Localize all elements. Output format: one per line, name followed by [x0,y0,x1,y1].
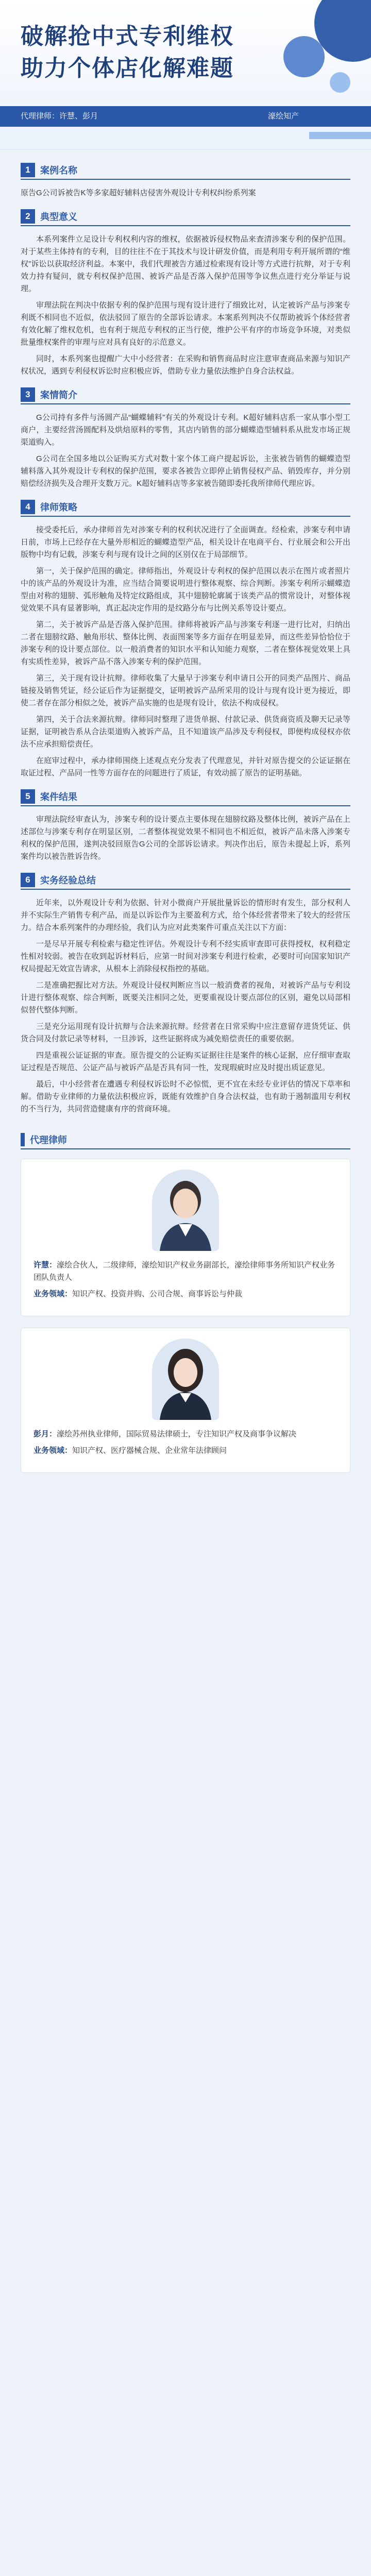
section-heading [21,386,350,404]
person-icon [152,1338,219,1420]
paragraph: 审理法院经审查认为，涉案专利的设计要点主要体现在翅膀纹路及整体比例，被诉产品在上述部位与涉案专利存在明显区别，二者整体视觉效果不相同也不相近似，被诉产品未落入涉案专利权的保护范围，遂判决驳回原告G公司的全部诉讼请求。判决作出后，原告未提起上诉，系列案件均以被告胜诉告终。 [21,815,350,861]
section-number: 4 [21,500,35,514]
lawyer-card [21,1328,350,1473]
paragraph: 第四，关于合法来源抗辩。律师同时整理了进货单据、付款记录、供货商资质及聊天记录等证据，证明被告系从合法渠道购入被诉产品，且不知道该产品涉及专利侵权，即便构成侵权亦依法不应承担赔偿责任。 [21,715,350,749]
lawyers-title: 代理律师 [30,1135,67,1145]
paragraph: 审理法院在判决中依据专利的保护范围与现有设计进行了细致比对，认定被诉产品与涉案专利既不相同也不近似，依法驳回了原告的全部诉讼请求。本案系列判决不仅帮助被诉个体经营者有效化解了维权危机，也有利于规范专利权的正当行使，维护公平有序的市场竞争环境，对类似批量维权案件的审理与应对具有良好的示范意义。 [21,301,350,347]
section-number: 1 [21,163,35,177]
section-strategy [21,498,350,779]
decor-circle-medium [283,36,325,77]
paragraph: 第二，关于被诉产品是否落入保护范围。律师将被诉产品与涉案专利逐一进行比对，归纳出二者在翅膀纹路、触角形状、整体比例、表面图案等多方面存在明显差异，而这些差异恰恰位于涉案专利的设计要点部位。以一般消费者的知识水平和认知能力观察，二者在整体视觉效果上具有实质性差异，被诉产品不落入涉案专利的保护范围。 [21,620,350,666]
practice-label: 业务领域： [33,1446,73,1455]
paragraph: 接受委托后，承办律师首先对涉案专利的权利状况进行了全面调查。经检索，涉案专利申请日前，市场上已经存在大量外形相近的蝴蝶造型产品，相关设计在电商平台、行业展会和公开出版物中均有记载，涉案专利与现有设计之间的区别仅在于局部细节。 [21,526,350,559]
lawyer-name: 许慧： [33,1261,57,1269]
paragraph: 三是充分运用现有设计抗辩与合法来源抗辩。经营者在日常采购中应注意留存进货凭证、供货合同及付款记录等材料，一旦涉诉，这些证据将成为减免赔偿责任的重要依据。 [21,1022,350,1043]
lawyer-bio: 濠绘合伙人，二级律师，濠绘知识产权业务副部长，濠绘律师事务所知识产权业务团队负责人 [33,1261,335,1282]
author-org: 濠绘知产 [267,112,299,121]
section-number: 3 [21,387,35,402]
lawyers-heading [21,1131,350,1149]
section-heading [21,788,350,806]
decor-circle-small [330,72,350,93]
lawyers-section [21,1131,350,1473]
article-body [0,150,371,1473]
section-title: 律师策略 [40,502,77,513]
lawyer-intro [33,1259,338,1284]
paragraph: 原告G公司诉被告K等多家超好辅料店侵害外观设计专利权纠纷系列案 [21,189,256,197]
section-number: 6 [21,873,35,887]
lawyer-name: 彭月： [33,1430,57,1438]
paragraph: G公司在全国多地以公证购买方式对数十家个体工商户提起诉讼，主张被告销售的蝴蝶造型辅料落入其外观设计专利权的保护范围，要求各被告立即停止销售侵权产品、销毁库存，并分别赔偿经济损失及合理开支数万元。K超好辅料店等多家被告随即委托我所律师代理应诉。 [21,454,350,488]
author-names: 代理律师：许慧、彭月 [21,112,98,121]
section-heading [21,208,350,226]
practice-areas: 知识产权、医疗器械合规、企业常年法律顾问 [72,1446,227,1455]
decor-bar [309,132,371,139]
lawyer-practice [33,1445,338,1457]
section-result [21,788,350,863]
practice-areas: 知识产权、投资并购、公司合规、商事诉讼与仲裁 [72,1290,243,1298]
person-icon [152,1170,219,1251]
practice-label: 业务领域： [33,1290,73,1298]
paragraph: 本系列案件立足设计专利权利内容的维权，依据被诉侵权物品来查清涉案专利的保护范围。对于某些主体持有的专利，目的往往不在于其技术与设计研发价值，而是利用专利开展所谓的“维权”诉讼以获取经济利益。本案中，我们代理被告方通过检索现有设计等方式进行抗辩，对于专利效力持有疑问，就专利权保护范围、被诉产品是否落入保护范围等争议焦点进行充分举证与说理。 [21,235,350,293]
article-title [21,21,234,84]
section-title: 案情简介 [40,390,77,400]
paragraph: G公司持有多件与汤圆产品“蝴蝶辅料”有关的外观设计专利。K超好辅料店系一家从事小型工商户，主要经营汤圆配料及烘焙原料的零售，其店内销售的部分蝴蝶造型辅料系从批发市场正规渠道购入。 [21,413,350,447]
lawyer-photo [152,1170,219,1251]
title-line-1: 破解抢中式专利维权 [21,23,234,49]
section-title: 典型意义 [40,212,77,222]
paragraph: 二是准确把握比对方法。外观设计侵权判断应当以一般消费者的视角，对被诉产品与专利设计进行整体观察、综合判断，既要关注相同之处，更要重视设计要点部位的区别，避免以局部相似替代整体判断。 [21,981,350,1014]
paragraph: 第三，关于现有设计抗辩。律师收集了大量早于涉案专利申请日公开的同类产品图片、商品链接及销售凭证，经公证后作为证据提交，证明被诉产品所采用的设计与现有设计更为接近，即使二者存在部分相似之处，被诉产品实施的也是现有设计，依法不构成侵权。 [21,674,350,707]
paragraph: 四是重视公证证据的审查。原告提交的公证购买证据往往是案件的核心证据，应仔细审查取证过程是否规范、公证产品与被诉产品是否具有同一性，发现瑕疵时应及时提出质证意见。 [21,1051,350,1072]
author-strip [0,106,371,127]
section-heading [21,498,350,517]
paragraph: 近年来，以外观设计专利为依据、针对小微商户开展批量诉讼的情形时有发生，部分权利人并不实际生产销售专利产品，而是以诉讼作为主要盈利方式，给个体经营者带来了较大的经营压力。结合本系列案件的办理经验，我们认为应对此类案件可重点关注以下方面： [21,899,350,932]
section-heading [21,871,350,890]
section-significance [21,208,350,378]
lawyer-intro [33,1428,338,1440]
paragraph: 一是尽早开展专利检索与稳定性评估。外观设计专利不经实质审查即可获得授权，权利稳定性相对较弱。被告在收到起诉材料后，应第一时间对涉案专利进行检索，必要时可向国家知识产权局提起无效宣告请求，从根本上消除侵权指控的基础。 [21,940,350,973]
section-title: 案例名称 [40,165,77,176]
heading-marker [21,1133,25,1146]
paragraph: 第一，关于保护范围的确定。律师指出，外观设计专利权的保护范围以表示在图片或者照片中的该产品的外观设计为准，应当结合简要说明进行整体观察、综合判断。涉案专利所示蝴蝶造型由对称的翅膀、弧形触角及特定纹路组成，其中翅膀轮廓属于该类产品的惯常设计，对整体视觉效果不具有显著影响，真正起决定作用的是纹路分布与比例关系等设计要点。 [21,567,350,613]
lawyer-bio: 濠绘苏州执业律师，国际贸易法律硕士，专注知识产权及商事争议解决 [57,1430,297,1438]
lawyer-photo [152,1338,219,1420]
section-experience [21,871,350,1115]
section-case-name [21,161,350,199]
paragraph: 同时，本系列案也提醒广大中小经营者：在采购和销售商品时应注意审查商品来源与知识产权状况，遇到专利侵权诉讼时应积极应诉，借助专业力量依法维护自身合法权益。 [21,354,350,376]
paragraph: 最后，中小经营者在遭遇专利侵权诉讼时不必惊慌，更不宜在未经专业评估的情况下草率和解。借助专业律师的力量依法积极应诉，既能有效维护自身合法权益，也有助于遏制滥用专利权的不当行为，共同营造健康有序的营商环境。 [21,1080,350,1113]
section-heading [21,161,350,180]
title-line-2: 助力个体店化解难题 [21,55,234,81]
section-case-summary [21,386,350,490]
lawyer-card [21,1159,350,1316]
lawyer-practice [33,1288,338,1300]
section-number: 5 [21,789,35,804]
section-number: 2 [21,209,35,224]
section-title: 案件结果 [40,792,77,802]
header-banner [0,0,371,150]
section-title: 实务经验总结 [40,875,96,886]
paragraph: 在庭审过程中，承办律师围绕上述观点充分发表了代理意见，并针对原告提交的公证证据在取证过程、产品同一性等方面存在的问题进行了质证，有效动摇了原告的证明基础。 [21,756,350,777]
